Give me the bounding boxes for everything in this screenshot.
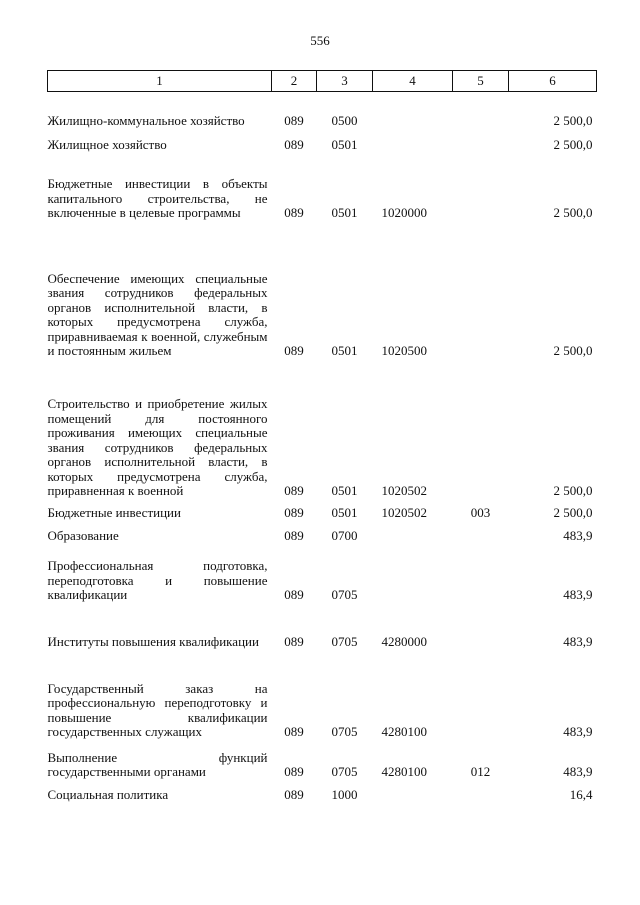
row-name: Выполнение функций государственными органами xyxy=(47,749,268,779)
row-col-6: 2 500,0 xyxy=(553,113,593,128)
row-name: Обеспечение имеющих специальные звания сотрудников федеральных органов исполнительной власти, в которых предусмотрена служба, приравниваемая к военной, служебным и постоянным жильем xyxy=(47,270,268,358)
row-name: Социальная политика xyxy=(47,787,169,802)
row-col-4: 1020502 xyxy=(381,483,427,498)
table-row xyxy=(48,153,597,221)
row-col-3: 0705 xyxy=(331,724,358,739)
row-col-6: 483,9 xyxy=(563,764,593,779)
row-col-6: 2 500,0 xyxy=(553,137,593,152)
row-col-4 xyxy=(373,92,453,129)
row-col-3: 0501 xyxy=(331,343,358,358)
row-col-2: 089 xyxy=(284,764,304,779)
header-col-5: 5 xyxy=(453,71,509,92)
row-col-2: 089 xyxy=(284,587,304,602)
row-col-5 xyxy=(453,780,509,803)
row-col-3: 0705 xyxy=(331,587,358,602)
row-name: Институты повышения квалификации xyxy=(47,634,259,649)
header-col-1: 1 xyxy=(48,71,272,92)
row-col-3: 0705 xyxy=(331,634,358,649)
row-col-2: 089 xyxy=(284,787,304,802)
row-col-4 xyxy=(373,780,453,803)
row-name: Образование xyxy=(47,528,119,543)
row-name: Жилищно-коммунальное хозяйство xyxy=(47,113,245,128)
row-col-4 xyxy=(373,521,453,544)
row-col-5 xyxy=(453,650,509,740)
row-col-5 xyxy=(453,359,509,499)
row-col-2: 089 xyxy=(284,724,304,739)
header-col-3: 3 xyxy=(317,71,373,92)
row-name: Бюджетные инвестиции xyxy=(47,505,181,520)
row-col-5 xyxy=(453,544,509,603)
table-row xyxy=(48,740,597,780)
row-col-5 xyxy=(453,153,509,221)
table-row xyxy=(48,221,597,359)
row-name: Государственный заказ на профессиональную переподготовку и повышение квалификации государственных служащих xyxy=(47,680,268,739)
row-name: Строительство и приобретение жилых помещений для постоянного проживания имеющих специальные звания сотрудников федеральных органов исполнительной власти, в которых предусмотрена служба, приравненная к военной xyxy=(47,396,268,498)
table-row xyxy=(48,92,597,129)
row-col-6: 483,9 xyxy=(563,634,593,649)
row-col-3: 0501 xyxy=(331,505,358,520)
row-col-6: 2 500,0 xyxy=(553,505,593,520)
row-col-3: 0700 xyxy=(331,528,358,543)
row-col-2: 089 xyxy=(284,137,304,152)
row-col-4: 4280000 xyxy=(381,634,427,649)
row-col-6: 16,4 xyxy=(569,787,593,802)
row-col-5 xyxy=(453,92,509,129)
header-col-2: 2 xyxy=(272,71,317,92)
row-col-4: 1020000 xyxy=(381,205,427,220)
row-name: Жилищное хозяйство xyxy=(47,137,167,152)
table-row xyxy=(48,544,597,603)
row-col-4: 4280100 xyxy=(381,724,427,739)
row-col-5 xyxy=(453,221,509,359)
table-row xyxy=(48,129,597,153)
row-col-4: 1020500 xyxy=(381,343,427,358)
row-col-2: 089 xyxy=(284,528,304,543)
table-row xyxy=(48,521,597,544)
table-row xyxy=(48,650,597,740)
row-col-5 xyxy=(453,521,509,544)
row-col-6: 483,9 xyxy=(563,724,593,739)
row-name: Бюджетные инвестиции в объекты капитального строительства, не включенные в целевые программы xyxy=(47,176,268,220)
row-col-4: 1020502 xyxy=(381,505,427,520)
header-col-4: 4 xyxy=(373,71,453,92)
row-col-2: 089 xyxy=(284,205,304,220)
row-col-2: 089 xyxy=(284,113,304,128)
row-col-5 xyxy=(453,129,509,153)
row-col-4 xyxy=(373,129,453,153)
row-col-2: 089 xyxy=(284,505,304,520)
row-col-6: 2 500,0 xyxy=(553,205,593,220)
table-row xyxy=(48,603,597,650)
row-col-3: 0501 xyxy=(331,205,358,220)
table-row xyxy=(48,780,597,803)
row-col-5 xyxy=(453,603,509,650)
header-col-6: 6 xyxy=(509,71,597,92)
row-col-6: 483,9 xyxy=(563,528,593,543)
row-col-3: 0705 xyxy=(331,764,358,779)
row-col-3: 0501 xyxy=(331,483,358,498)
row-col-5: 003 xyxy=(470,505,491,520)
row-col-3: 0500 xyxy=(331,113,358,128)
row-col-3: 0501 xyxy=(331,137,358,152)
row-col-4 xyxy=(373,544,453,603)
row-name: Профессиональная подготовка, переподготовка и повышение квалификации xyxy=(47,558,268,602)
row-col-2: 089 xyxy=(284,343,304,358)
row-col-3: 1000 xyxy=(331,787,358,802)
row-col-5: 012 xyxy=(470,764,491,779)
row-col-6: 2 500,0 xyxy=(553,343,593,358)
table-row xyxy=(48,359,597,499)
row-col-4: 4280100 xyxy=(381,764,427,779)
row-col-2: 089 xyxy=(284,483,304,498)
table-row xyxy=(48,499,597,521)
budget-table xyxy=(47,70,597,803)
page-number: 556 xyxy=(310,33,330,48)
row-col-6: 2 500,0 xyxy=(553,483,593,498)
row-col-2: 089 xyxy=(284,634,304,649)
header-row xyxy=(48,71,597,92)
row-col-6: 483,9 xyxy=(563,587,593,602)
